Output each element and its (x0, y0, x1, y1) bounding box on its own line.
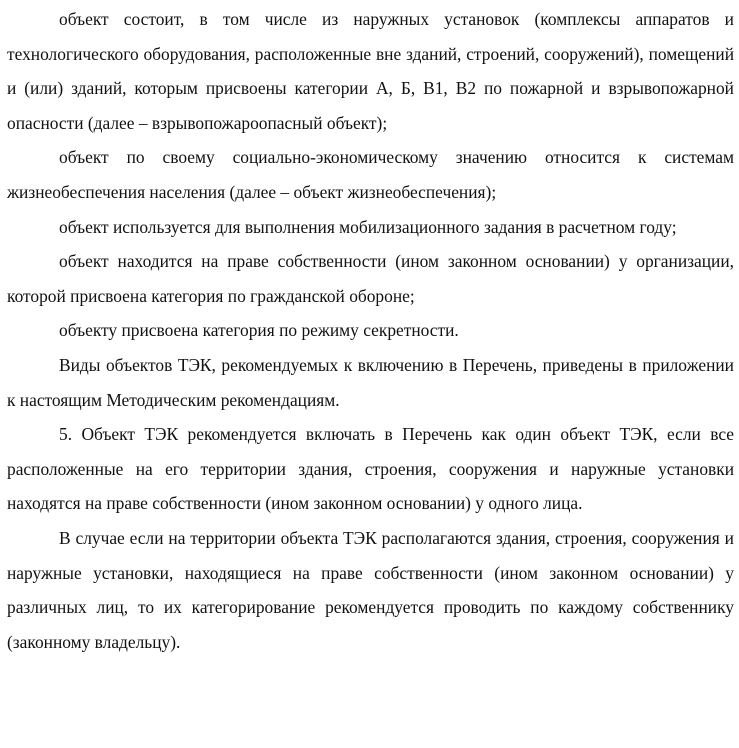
paragraph-life-support-object: объект по своему социально-экономическому значению относится к системам жизнеобеспечения населения (далее – объект жизнеобеспечения); (7, 147, 734, 202)
paragraph-mobilization-task: объект используется для выполнения мобилизационного задания в расчетном году; (59, 216, 677, 237)
paragraph-object-types-appendix: Виды объектов ТЭК, рекомендуемых к включению в Перечень, приведены в приложении к настоящим Методическим рекомендациям. (7, 354, 734, 410)
paragraph-secrecy-category: объекту присвоена категория по режиму секретности. (59, 320, 459, 341)
paragraph-civil-defense-category: объект находится на праве собственности (ином законном основании) у организации, которой присвоена категория по гражданской обороне; (7, 251, 734, 306)
paragraph-explosion-hazard-object: объект состоит, в том числе из наружных установок (комплексы аппаратов и технологического оборудования, расположенные вне зданий, строений, сооружений), помещений и (или) зданий, которым присвоены категории А, Б, В1, В2 по пожарной и взрывопожарной опасности (далее – взрывопожароопасный объект); (7, 9, 734, 133)
paragraph-multiple-owners: В случае если на территории объекта ТЭК располагаются здания, строения, сооружения и наружные установки, находящиеся на праве собственности (ином законном основании) у различных лиц, то их категорирование рекомендуется проводить по каждому собственнику (законному владельцу). (7, 527, 734, 652)
paragraph-item-5-single-object: 5. Объект ТЭК рекомендуется включать в Перечень как один объект ТЭК, если все расположенные на его территории здания, строения, сооружения и наружные установки находятся на праве собственности (ином законном основании) у одного лица. (7, 424, 734, 514)
